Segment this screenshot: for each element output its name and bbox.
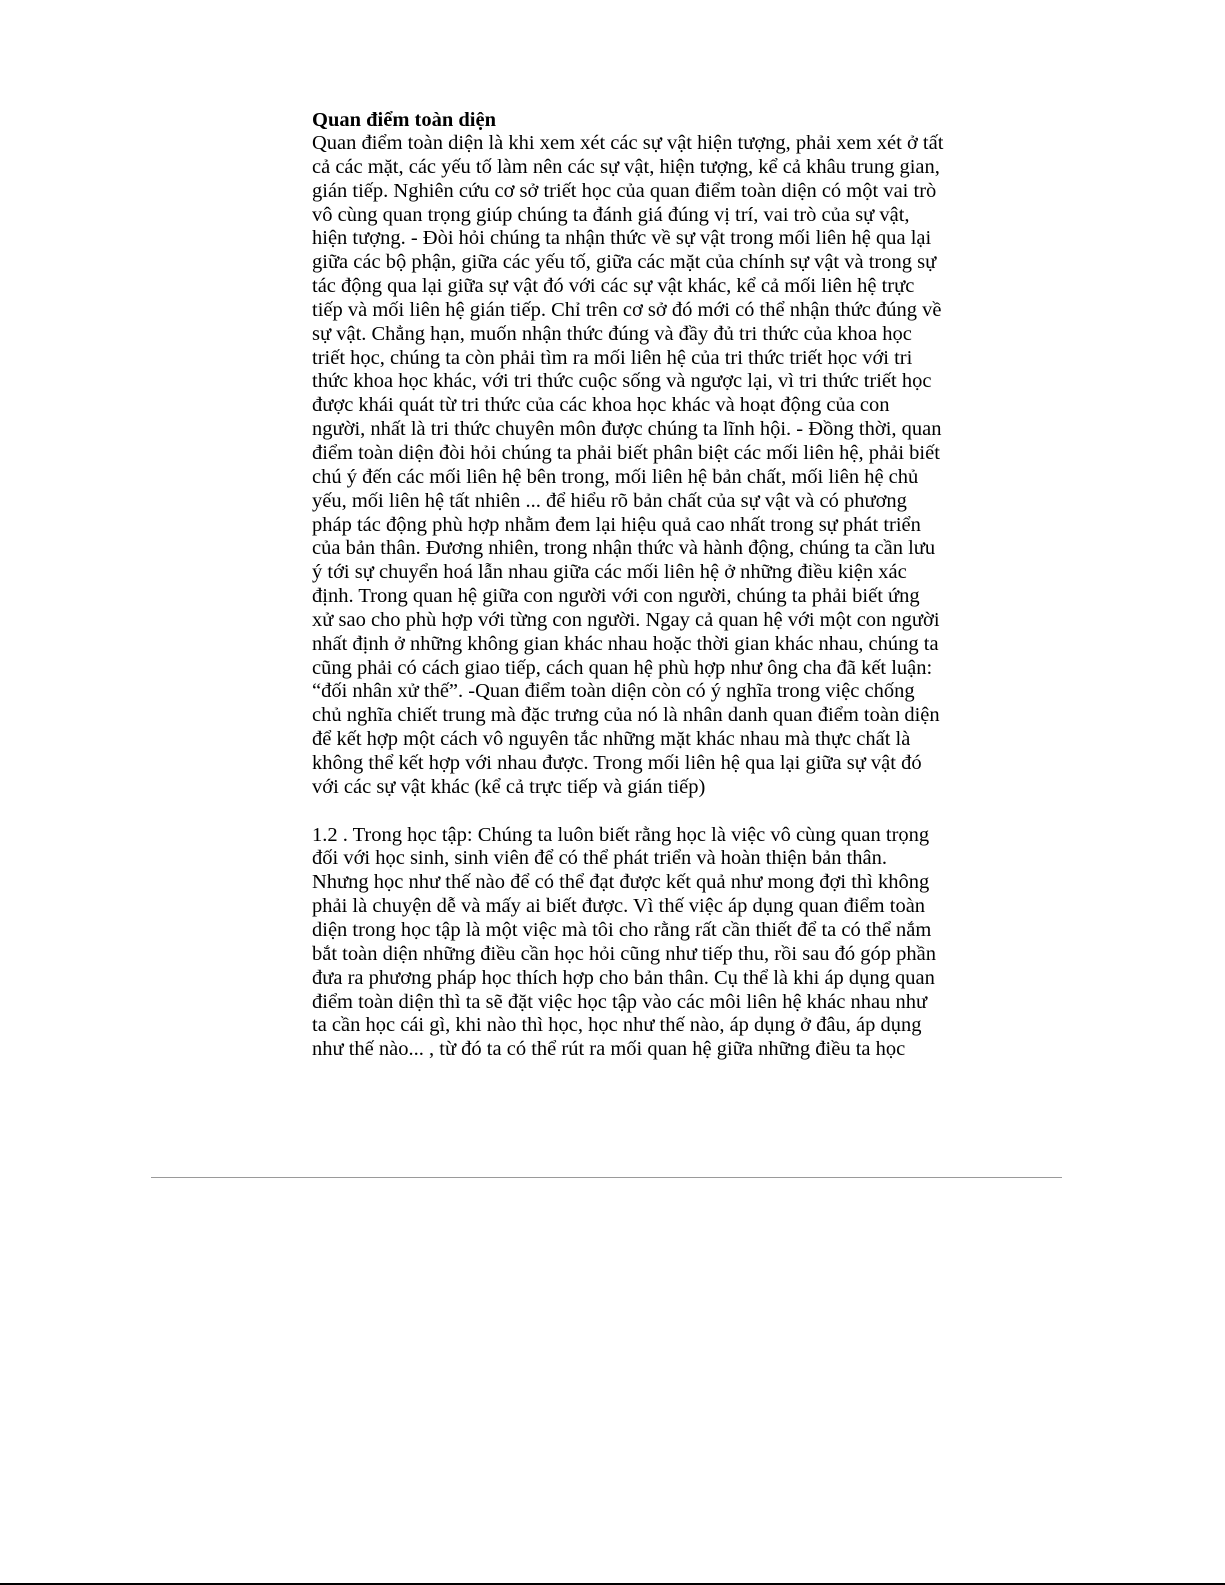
paragraph-line: giữa các bộ phận, giữa các yếu tố, giữa các mặt của chính sự vật và trong sự xyxy=(312,251,937,274)
paragraph-line: của bản thân. Đương nhiên, trong nhận thức và hành động, chúng ta cần lưu xyxy=(312,537,936,560)
paragraph-line: hiện tượng. - Đòi hỏi chúng ta nhận thức về sự vật trong mối liên hệ qua lại xyxy=(312,227,932,250)
paragraph-line: điểm toàn diện thì ta sẽ đặt việc học tập vào các môi liên hệ khác nhau như xyxy=(312,990,928,1013)
paragraph-spacer xyxy=(312,800,958,824)
paragraph-line: “đối nhân xử thế”. -Quan điểm toàn diện còn có ý nghĩa trong việc chống xyxy=(312,680,915,703)
paragraph-line: đưa ra phương pháp học thích hợp cho bản thân. Cụ thể là khi áp dụng quan xyxy=(312,966,935,989)
paragraph-line: nhất định ở những không gian khác nhau hoặc thời gian khác nhau, chúng ta xyxy=(312,632,939,655)
paragraph-line: tác động qua lại giữa sự vật đó với các sự vật khác, kể cả mối liên hệ trực xyxy=(312,275,915,298)
paragraph-line: 1.2 . Trong học tập: Chúng ta luôn biết rằng học là việc vô cùng quan trọng xyxy=(312,823,930,846)
page-divider xyxy=(151,1177,1062,1178)
paragraph-line: triết học, chúng ta còn phải tìm ra mối liên hệ của tri thức triết học với tri xyxy=(312,346,913,369)
paragraph-line: tiếp và mối liên hệ gián tiếp. Chỉ trên cơ sở đó mới có thể nhận thức đúng về xyxy=(312,298,942,321)
paragraph-line: không thể kết hợp với nhau được. Trong mối liên hệ qua lại giữa sự vật đó xyxy=(312,751,922,774)
paragraph-line: sự vật. Chẳng hạn, muốn nhận thức đúng và đầy đủ tri thức của khoa học xyxy=(312,322,912,345)
paragraph-line: đối với học sinh, sinh viên để có thể phát triển và hoàn thiện bản thân. xyxy=(312,847,888,870)
paragraph-line: chú ý đến các mối liên hệ bên trong, mối liên hệ bản chất, mối liên hệ chủ xyxy=(312,465,919,488)
paragraph-line: để kết hợp một cách vô nguyên tắc những mặt khác nhau mà thực chất là xyxy=(312,728,911,751)
paragraph-1 xyxy=(312,132,958,800)
paragraph-line: chủ nghĩa chiết trung mà đặc trưng của nó là nhân danh quan điểm toàn diện xyxy=(312,704,940,727)
paragraph-line: phải là chuyện dễ và mấy ai biết được. Vì thế việc áp dụng quan điểm toàn xyxy=(312,895,926,918)
paragraph-line: điểm toàn diện đòi hỏi chúng ta phải biết phân biệt các mối liên hệ, phải biết xyxy=(312,441,940,464)
paragraph-line: yếu, mối liên hệ tất nhiên ... để hiểu rõ bản chất của sự vật và có phương xyxy=(312,489,907,512)
paragraph-line: cả các mặt, các yếu tố làm nên các sự vật, hiện tượng, kể cả khâu trung gian, xyxy=(312,155,940,178)
paragraph-line: ý tới sự chuyển hoá lẫn nhau giữa các mối liên hệ ở những điều kiện xác xyxy=(312,561,907,584)
paragraph-line: người, nhất là tri thức chuyên môn được chúng ta lĩnh hội. - Đồng thời, quan xyxy=(312,418,942,441)
paragraph-2 xyxy=(312,824,958,1062)
paragraph-line: xử sao cho phù hợp với từng con người. Ngay cả quan hệ với một con người xyxy=(312,608,940,631)
paragraph-line: với các sự vật khác (kể cả trực tiếp và gián tiếp) xyxy=(312,775,706,798)
paragraph-line: gián tiếp. Nghiên cứu cơ sở triết học của quan điểm toàn diện có một vai trò xyxy=(312,179,937,202)
paragraph-line: định. Trong quan hệ giữa con người với con người, chúng ta phải biết ứng xyxy=(312,585,920,608)
paragraph-line: vô cùng quan trọng giúp chúng ta đánh giá đúng vị trí, vai trò của sự vật, xyxy=(312,203,910,226)
paragraph-line: thức khoa học khác, với tri thức cuộc sống và ngược lại, vì tri thức triết học xyxy=(312,370,932,393)
paragraph-line: được khái quát từ tri thức của các khoa học khác và hoạt động của con xyxy=(312,394,890,417)
paragraph-line: bắt toàn diện những điều cần học hỏi cũng như tiếp thu, rồi sau đó góp phần xyxy=(312,942,936,965)
document-body xyxy=(312,108,958,1062)
paragraph-line: ta cần học cái gì, khi nào thì học, học như thế nào, áp dụng ở đâu, áp dụng xyxy=(312,1014,922,1037)
paragraph-line: cũng phải có cách giao tiếp, cách quan hệ phù hợp như ông cha đã kết luận: xyxy=(312,656,933,679)
paragraph-line: pháp tác động phù hợp nhằm đem lại hiệu quả cao nhất trong sự phát triển xyxy=(312,513,921,536)
section-heading: Quan điểm toàn diện xyxy=(312,109,496,131)
paragraph-line: Quan điểm toàn diện là khi xem xét các sự vật hiện tượng, phải xem xét ở tất xyxy=(312,132,944,154)
paragraph-line: Nhưng học như thế nào để có thể đạt được kết quả như mong đợi thì không xyxy=(312,871,930,894)
paragraph-line: như thế nào... , từ đó ta có thể rút ra mối quan hệ giữa những điều ta học xyxy=(312,1038,906,1061)
paragraph-line: diện trong học tập là một việc mà tôi cho rằng rất cần thiết để ta có thể nắm xyxy=(312,919,932,941)
